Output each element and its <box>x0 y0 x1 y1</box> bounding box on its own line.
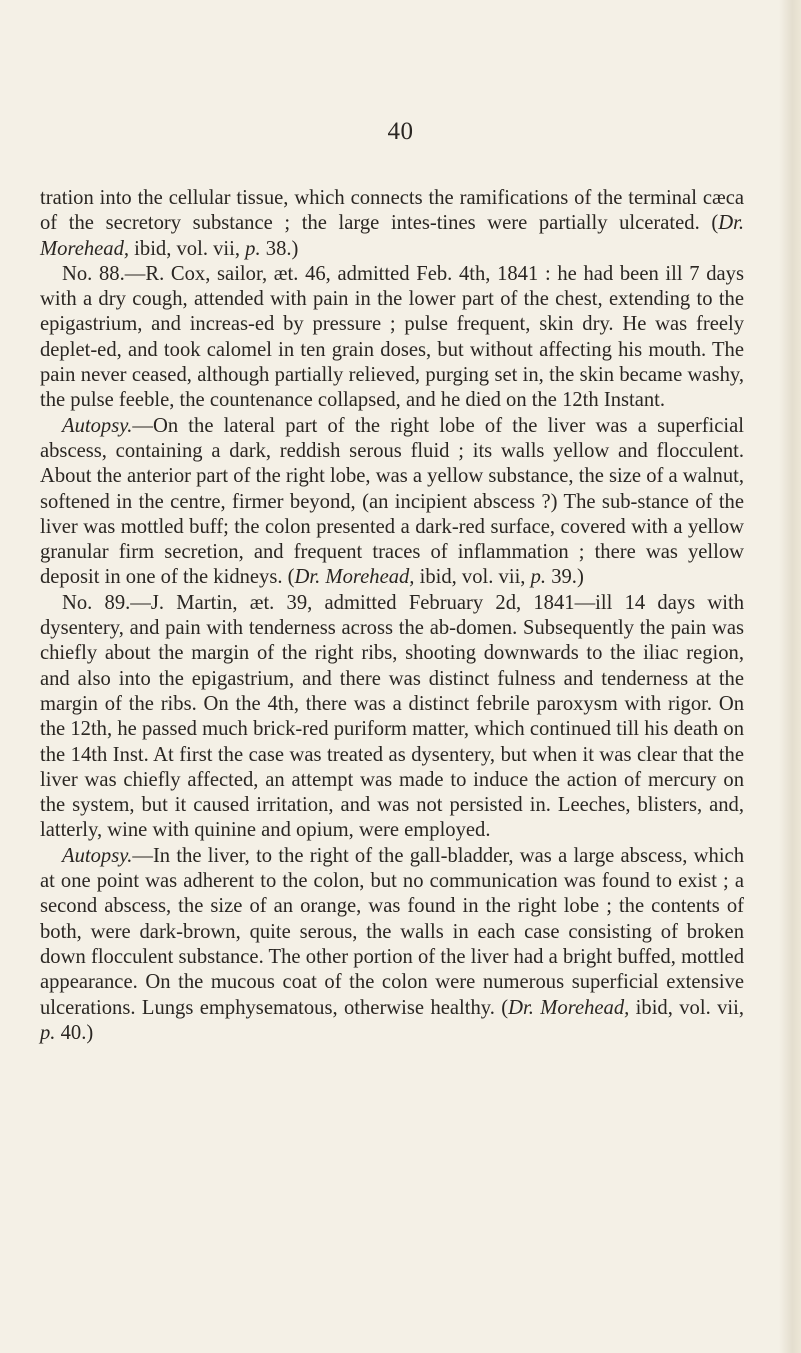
text-run: ibid, vol. vii, <box>414 566 531 589</box>
text-run: ibid, vol. vii, <box>129 237 246 260</box>
italic-text: Dr. Morehead, <box>508 996 630 1019</box>
paragraph <box>40 186 744 262</box>
text-run: 38.) <box>260 237 299 260</box>
text-run: —In the liver, to the right of the gall-bladder, was a large abscess, which at one point was adherent to the colon, but no communication was found to exist ; a second abscess, the size of an orange, was found in the right lobe ; the contents of both, were dark-brown, quite serous, the walls in each case consisting of broken down flocculent substance. The other portion of the liver had a bright buffed, mottled appearance. On the mucous coat of the colon were numerous superficial extensive ulcerations. Lungs emphysematous, otherwise healthy. ( <box>40 844 744 1019</box>
paragraph <box>40 262 744 414</box>
italic-text: p. <box>40 1021 56 1044</box>
page-edge-shadow <box>779 0 801 1353</box>
paragraph <box>40 591 744 844</box>
italic-text: Autopsy. <box>62 844 133 867</box>
italic-text: Dr. Morehead, <box>40 212 744 260</box>
body-text <box>40 186 744 1046</box>
text-run: —On the lateral part of the right lobe of the liver was a superficial abscess, containing a dark, reddish serous fluid ; its walls yellow and flocculent. About the anterior part of the right lobe, was a yellow substance, the size of a walnut, softened in the centre, firmer beyond, (an incipient abscess ?) The sub-stance of the liver was mottled buff; the colon presented a dark-red surface, covered with a yellow granular firm secretion, and frequent traces of inflammation ; there was yellow deposit in one of the kidneys. ( <box>40 414 744 589</box>
text-run: No. 89.—J. Martin, æt. 39, admitted February 2d, 1841—ill 14 days with dysentery, and pain with tenderness across the ab-domen. Subsequently the pain was chiefly about the margin of the right ribs, shooting downwards to the iliac region, and also into the epigastrium, and there was distinct fulness and tenderness at the margin of the ribs. On the 4th, there was a distinct febrile paroxysm with rigor. On the 12th, he passed much brick-red puriform matter, which continued till his death on the 14th Inst. At first the case was treated as dysentery, but when it was clear that the liver was chiefly affected, an attempt was made to induce the action of mercury on the system, but it caused irritation, and was not persisted in. Leeches, blisters, and, latterly, wine with quinine and opium, were employed. <box>40 591 744 842</box>
text-run: ibid, vol. vii, <box>629 996 745 1019</box>
italic-text: Autopsy. <box>62 414 133 437</box>
italic-text: p. <box>245 237 261 260</box>
text-run: No. 88.—R. Cox, sailor, æt. 46, admitted Feb. 4th, 1841 : he had been ill 7 days with a dry cough, attended with pain in the lower part of the chest, extending to the epigastrium, and increas-ed by pressure ; pulse frequent, skin dry. He was freely deplet-ed, and took calomel in ten grain doses, but without affecting his mouth. The pain never ceased, although partially relieved, purging set in, the skin became washy, the pulse feeble, the countenance collapsed, and he died on the 12th Instant. <box>40 262 744 412</box>
text-run: 39.) <box>546 566 584 589</box>
text-run: tration into the cellular tissue, which connects the ramifications of the terminal cæca of the secretory substance ; the large intes-tines were partially ulcerated. ( <box>40 187 744 235</box>
paragraph <box>40 414 744 591</box>
italic-text: Dr. Morehead, <box>294 566 415 589</box>
text-run: 40.) <box>55 1021 94 1044</box>
italic-text: p. <box>530 566 547 589</box>
paragraph <box>40 844 744 1046</box>
page-number: 40 <box>387 118 414 145</box>
